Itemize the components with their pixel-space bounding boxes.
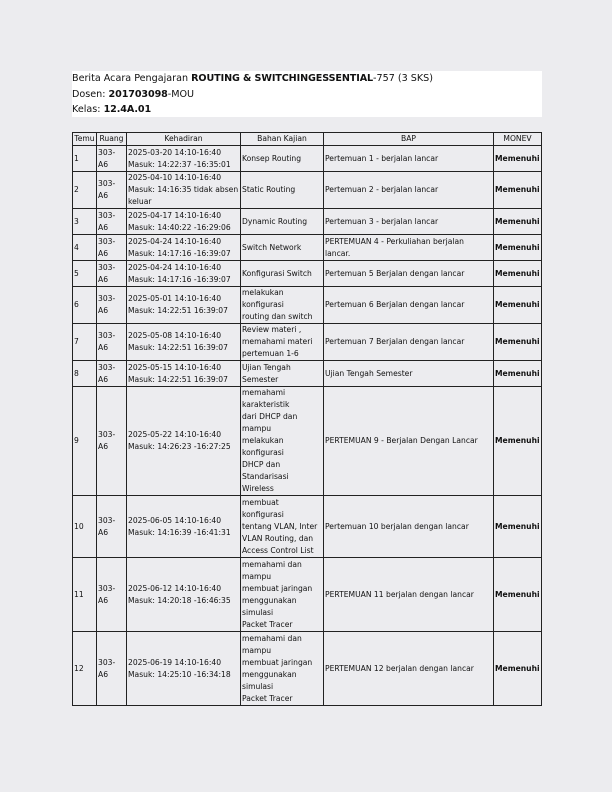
monev-cell: Memenuhi xyxy=(494,558,542,632)
bap-cell-line: Pertemuan 1 - berjalan lancar xyxy=(325,153,439,163)
bahan-kajian-cell-line: konfigurasi xyxy=(242,509,284,519)
bahan-kajian-cell xyxy=(241,361,324,387)
bahan-kajian-cell-line: VLAN Routing, dan xyxy=(242,533,314,543)
kehadiran-cell-line: 2025-04-24 14:10-16:40 xyxy=(128,236,222,246)
kehadiran-cell xyxy=(127,261,241,287)
ruang-cell xyxy=(97,287,127,324)
temu-cell: 10 xyxy=(73,496,97,558)
kehadiran-cell-line: keluar xyxy=(128,197,152,206)
bap-cell xyxy=(324,146,494,172)
ruang-cell xyxy=(97,261,127,287)
temu-cell: 3 xyxy=(73,209,97,235)
bahan-kajian-cell-line: tentang VLAN, Inter xyxy=(242,521,318,531)
bap-cell-line: Pertemuan 6 Berjalan dengan lancar xyxy=(325,300,465,309)
bap-cell-line: Pertemuan 3 - berjalan lancar xyxy=(325,216,439,226)
kehadiran-cell-line: 2025-06-12 14:10-16:40 xyxy=(128,583,222,593)
kehadiran-cell-line: Masuk: 14:22:51 16:39:07 xyxy=(128,343,228,352)
bap-cell xyxy=(324,324,494,361)
ruang-cell-line: A6 xyxy=(98,669,109,679)
kehadiran-cell-line: Masuk: 14:17:16 -16:39:07 xyxy=(128,248,231,258)
kehadiran-cell-line: Masuk: 14:22:51 16:39:07 xyxy=(128,306,228,315)
monev-cell: Memenuhi xyxy=(494,361,542,387)
monev-cell: Memenuhi xyxy=(494,261,542,287)
table-row xyxy=(73,261,542,287)
bahan-kajian-cell-line: Standarisasi xyxy=(242,472,289,481)
bahan-kajian-cell-line: dari DHCP dan xyxy=(242,412,298,421)
temu-cell: 9 xyxy=(73,387,97,496)
bahan-kajian-cell-line: mampu xyxy=(242,424,272,433)
bap-cell xyxy=(324,496,494,558)
ruang-cell-line: A6 xyxy=(98,595,109,605)
ruang-cell-line: A6 xyxy=(98,159,109,169)
bap-cell-line: PERTEMUAN 12 berjalan dengan lancar xyxy=(325,663,474,673)
temu-cell: 8 xyxy=(73,361,97,387)
bap-cell-line: Pertemuan 10 berjalan dengan lancar xyxy=(325,521,469,531)
ruang-cell-line: 303- xyxy=(98,331,116,340)
kehadiran-cell xyxy=(127,287,241,324)
temu-cell: 4 xyxy=(73,235,97,261)
kehadiran-cell-line: 2025-06-05 14:10-16:40 xyxy=(128,515,222,525)
temu-cell: 12 xyxy=(73,632,97,706)
kehadiran-cell-line: Masuk: 14:16:35 tidak absen xyxy=(128,185,239,194)
ruang-cell-line: 303- xyxy=(98,210,116,220)
title-prefix: Berita Acara Pengajaran xyxy=(72,73,189,84)
course-name: ROUTING & SWITCHINGESSENTIAL xyxy=(191,73,374,84)
ruang-cell-line: A6 xyxy=(98,191,109,200)
column-header: MONEV xyxy=(494,133,542,146)
temu-cell: 1 xyxy=(73,146,97,172)
bahan-kajian-cell-line: mampu xyxy=(242,571,272,581)
bahan-kajian-cell-line: konfigurasi xyxy=(242,448,284,457)
kehadiran-cell xyxy=(127,632,241,706)
ruang-cell xyxy=(97,235,127,261)
ruang-cell-line: A6 xyxy=(98,343,109,352)
kehadiran-cell-line: Masuk: 14:25:10 -16:34:18 xyxy=(128,669,231,679)
ruang-cell-line: 303- xyxy=(98,262,116,272)
ruang-cell-line: 303- xyxy=(98,430,116,439)
bahan-kajian-cell-line: menggunakan xyxy=(242,669,297,679)
bap-cell-line: lancar. xyxy=(325,248,351,258)
bahan-kajian-cell-line: Konsep Routing xyxy=(242,153,302,163)
bahan-kajian-cell-line: Wireless xyxy=(242,484,274,493)
bahan-kajian-cell-line: Packet Tracer xyxy=(242,619,293,629)
kehadiran-cell-line: 2025-05-15 14:10-16:40 xyxy=(128,362,222,372)
bahan-kajian-cell-line: Dynamic Routing xyxy=(242,216,308,226)
kehadiran-cell xyxy=(127,558,241,632)
lecturer-id: 201703098 xyxy=(108,88,168,100)
bahan-kajian-cell-line: Ujian Tengah xyxy=(242,362,291,372)
bap-cell xyxy=(324,361,494,387)
kehadiran-cell-line: 2025-05-22 14:10-16:40 xyxy=(128,430,222,439)
bahan-kajian-cell xyxy=(241,235,324,261)
temu-cell: 5 xyxy=(73,261,97,287)
kehadiran-cell-line: 2025-05-01 14:10-16:40 xyxy=(128,294,222,303)
kehadiran-cell-line: Masuk: 14:17:16 -16:39:07 xyxy=(128,274,231,284)
bap-cell-line: Ujian Tengah Semester xyxy=(325,368,413,378)
ruang-cell-line: 303- xyxy=(98,236,116,246)
temu-cell: 11 xyxy=(73,558,97,632)
bahan-kajian-cell-line: memahami dan xyxy=(242,633,302,643)
kehadiran-cell-line: Masuk: 14:26:23 -16:27:25 xyxy=(128,442,231,451)
bahan-kajian-cell-line: Switch Network xyxy=(242,242,302,252)
bahan-kajian-cell xyxy=(241,172,324,209)
bahan-kajian-cell-line: Semester xyxy=(242,374,279,384)
bahan-kajian-cell xyxy=(241,632,324,706)
bap-cell-line: PERTEMUAN 9 - Berjalan Dengan Lancar xyxy=(325,436,478,445)
class-label: Kelas: xyxy=(72,104,101,115)
bahan-kajian-cell-line: melakukan xyxy=(242,436,284,445)
ruang-cell-line: A6 xyxy=(98,248,109,258)
kehadiran-cell-line: 2025-05-08 14:10-16:40 xyxy=(128,331,222,340)
ruang-cell-line: 303- xyxy=(98,583,116,593)
kehadiran-cell xyxy=(127,324,241,361)
bahan-kajian-cell-line: simulasi xyxy=(242,681,274,691)
bahan-kajian-cell-line: memahami xyxy=(242,388,286,397)
column-header: Bahan Kajian xyxy=(241,133,324,146)
ruang-cell xyxy=(97,387,127,496)
bahan-kajian-cell-line: pertemuan 1-6 xyxy=(242,349,299,358)
kehadiran-cell-line: Masuk: 14:22:51 16:39:07 xyxy=(128,374,228,384)
ruang-cell xyxy=(97,146,127,172)
bahan-kajian-cell-line: memahami materi xyxy=(242,337,313,346)
table-row xyxy=(73,235,542,261)
ruang-cell xyxy=(97,632,127,706)
bahan-kajian-cell-line: Review materi , xyxy=(242,325,302,334)
ruang-cell-line: 303- xyxy=(98,147,116,157)
bahan-kajian-cell xyxy=(241,209,324,235)
table-row xyxy=(73,558,542,632)
column-header: BAP xyxy=(324,133,494,146)
table-header-row xyxy=(73,133,542,146)
table-row xyxy=(73,287,542,324)
ruang-cell-line: 303- xyxy=(98,179,116,188)
bap-cell xyxy=(324,632,494,706)
class-value: 12.4A.01 xyxy=(103,104,152,115)
ruang-cell-line: A6 xyxy=(98,274,109,284)
kehadiran-cell-line: 2025-04-17 14:10-16:40 xyxy=(128,210,222,220)
bahan-kajian-cell-line: memahami dan xyxy=(242,559,302,569)
bahan-kajian-cell-line: DHCP dan xyxy=(242,460,281,469)
report-header xyxy=(72,71,542,117)
course-code: -757 (3 SKS) xyxy=(373,73,433,84)
kehadiran-cell-line: Masuk: 14:20:18 -16:46:35 xyxy=(128,595,231,605)
temu-cell: 7 xyxy=(73,324,97,361)
kehadiran-cell xyxy=(127,172,241,209)
bap-cell-line: Pertemuan 5 Berjalan dengan lancar xyxy=(325,268,465,278)
kehadiran-cell-line: 2025-06-19 14:10-16:40 xyxy=(128,657,222,667)
kehadiran-cell xyxy=(127,361,241,387)
bahan-kajian-cell xyxy=(241,387,324,496)
table-row xyxy=(73,324,542,361)
table-row xyxy=(73,172,542,209)
bahan-kajian-cell xyxy=(241,146,324,172)
lecturer-label: Dosen: xyxy=(72,88,106,100)
kehadiran-cell-line: Masuk: 14:40:22 -16:29:06 xyxy=(128,222,231,232)
ruang-cell xyxy=(97,558,127,632)
ruang-cell-line: 303- xyxy=(98,362,116,372)
kehadiran-cell-line: 2025-03-20 14:10-16:40 xyxy=(128,147,222,157)
ruang-cell-line: 303- xyxy=(98,294,116,303)
bahan-kajian-cell-line: routing dan switch xyxy=(242,312,313,321)
monev-cell: Memenuhi xyxy=(494,146,542,172)
kehadiran-cell-line: Masuk: 14:22:37 -16:35:01 xyxy=(128,159,231,169)
bap-cell xyxy=(324,387,494,496)
bahan-kajian-cell-line: membuat jaringan xyxy=(242,583,313,593)
lecturer-code: -MOU xyxy=(167,88,195,100)
table-row xyxy=(73,146,542,172)
table-row xyxy=(73,387,542,496)
bahan-kajian-cell-line: karakteristik xyxy=(242,400,290,409)
bahan-kajian-cell xyxy=(241,287,324,324)
kehadiran-cell-line: 2025-04-24 14:10-16:40 xyxy=(128,262,222,272)
bap-cell xyxy=(324,172,494,209)
bahan-kajian-cell xyxy=(241,496,324,558)
table-row xyxy=(73,209,542,235)
bahan-kajian-cell xyxy=(241,261,324,287)
monev-cell: Memenuhi xyxy=(494,235,542,261)
column-header: Ruang xyxy=(97,133,127,146)
ruang-cell-line: 303- xyxy=(98,515,116,525)
bahan-kajian-cell-line: simulasi xyxy=(242,607,274,617)
report-title xyxy=(72,71,542,87)
column-header: Kehadiran xyxy=(127,133,241,146)
kehadiran-cell-line: Masuk: 14:16:39 -16:41:31 xyxy=(128,527,231,537)
monev-cell: Memenuhi xyxy=(494,287,542,324)
column-header: Temu xyxy=(73,133,97,146)
table-row xyxy=(73,632,542,706)
bahan-kajian-cell-line: Access Control List xyxy=(242,545,314,555)
monev-cell: Memenuhi xyxy=(494,496,542,558)
bap-table xyxy=(72,132,542,706)
bahan-kajian-cell-line: Static Routing xyxy=(242,185,296,194)
bahan-kajian-cell-line: membuat xyxy=(242,497,279,507)
bahan-kajian-cell-line: membuat jaringan xyxy=(242,657,313,667)
bap-cell xyxy=(324,261,494,287)
ruang-cell-line: 303- xyxy=(98,657,116,667)
bahan-kajian-cell-line: Konfigurasi Switch xyxy=(242,268,312,278)
table-body xyxy=(73,146,542,706)
monev-cell: Memenuhi xyxy=(494,172,542,209)
temu-cell: 2 xyxy=(73,172,97,209)
monev-cell: Memenuhi xyxy=(494,632,542,706)
bahan-kajian-cell-line: Packet Tracer xyxy=(242,693,293,703)
kehadiran-cell xyxy=(127,387,241,496)
bap-cell-line: Pertemuan 2 - berjalan lancar xyxy=(325,185,439,194)
kehadiran-cell xyxy=(127,209,241,235)
ruang-cell xyxy=(97,324,127,361)
table-row xyxy=(73,496,542,558)
table-row xyxy=(73,361,542,387)
kehadiran-cell xyxy=(127,496,241,558)
lecturer-line xyxy=(72,87,542,103)
ruang-cell xyxy=(97,361,127,387)
bap-cell-line: PERTEMUAN 11 berjalan dengan lancar xyxy=(325,589,474,599)
monev-cell: Memenuhi xyxy=(494,387,542,496)
ruang-cell-line: A6 xyxy=(98,374,109,384)
bap-cell-line: PERTEMUAN 4 - Perkuliahan berjalan xyxy=(325,236,464,246)
kehadiran-cell xyxy=(127,235,241,261)
monev-cell: Memenuhi xyxy=(494,209,542,235)
ruang-cell-line: A6 xyxy=(98,527,109,537)
bahan-kajian-cell-line: melakukan xyxy=(242,288,284,297)
kehadiran-cell-line: 2025-04-10 14:10-16:40 xyxy=(128,173,222,182)
ruang-cell xyxy=(97,496,127,558)
bahan-kajian-cell-line: konfigurasi xyxy=(242,300,284,309)
bap-cell xyxy=(324,235,494,261)
kehadiran-cell xyxy=(127,146,241,172)
bap-cell xyxy=(324,209,494,235)
bahan-kajian-cell-line: menggunakan xyxy=(242,595,297,605)
bap-cell-line: Pertemuan 7 Berjalan dengan lancar xyxy=(325,337,465,346)
temu-cell: 6 xyxy=(73,287,97,324)
ruang-cell-line: A6 xyxy=(98,442,109,451)
ruang-cell xyxy=(97,172,127,209)
bap-cell xyxy=(324,558,494,632)
monev-cell: Memenuhi xyxy=(494,324,542,361)
class-line xyxy=(72,102,542,118)
ruang-cell xyxy=(97,209,127,235)
bahan-kajian-cell xyxy=(241,324,324,361)
ruang-cell-line: A6 xyxy=(98,306,109,315)
ruang-cell-line: A6 xyxy=(98,222,109,232)
bahan-kajian-cell-line: mampu xyxy=(242,645,272,655)
bahan-kajian-cell xyxy=(241,558,324,632)
bap-cell xyxy=(324,287,494,324)
